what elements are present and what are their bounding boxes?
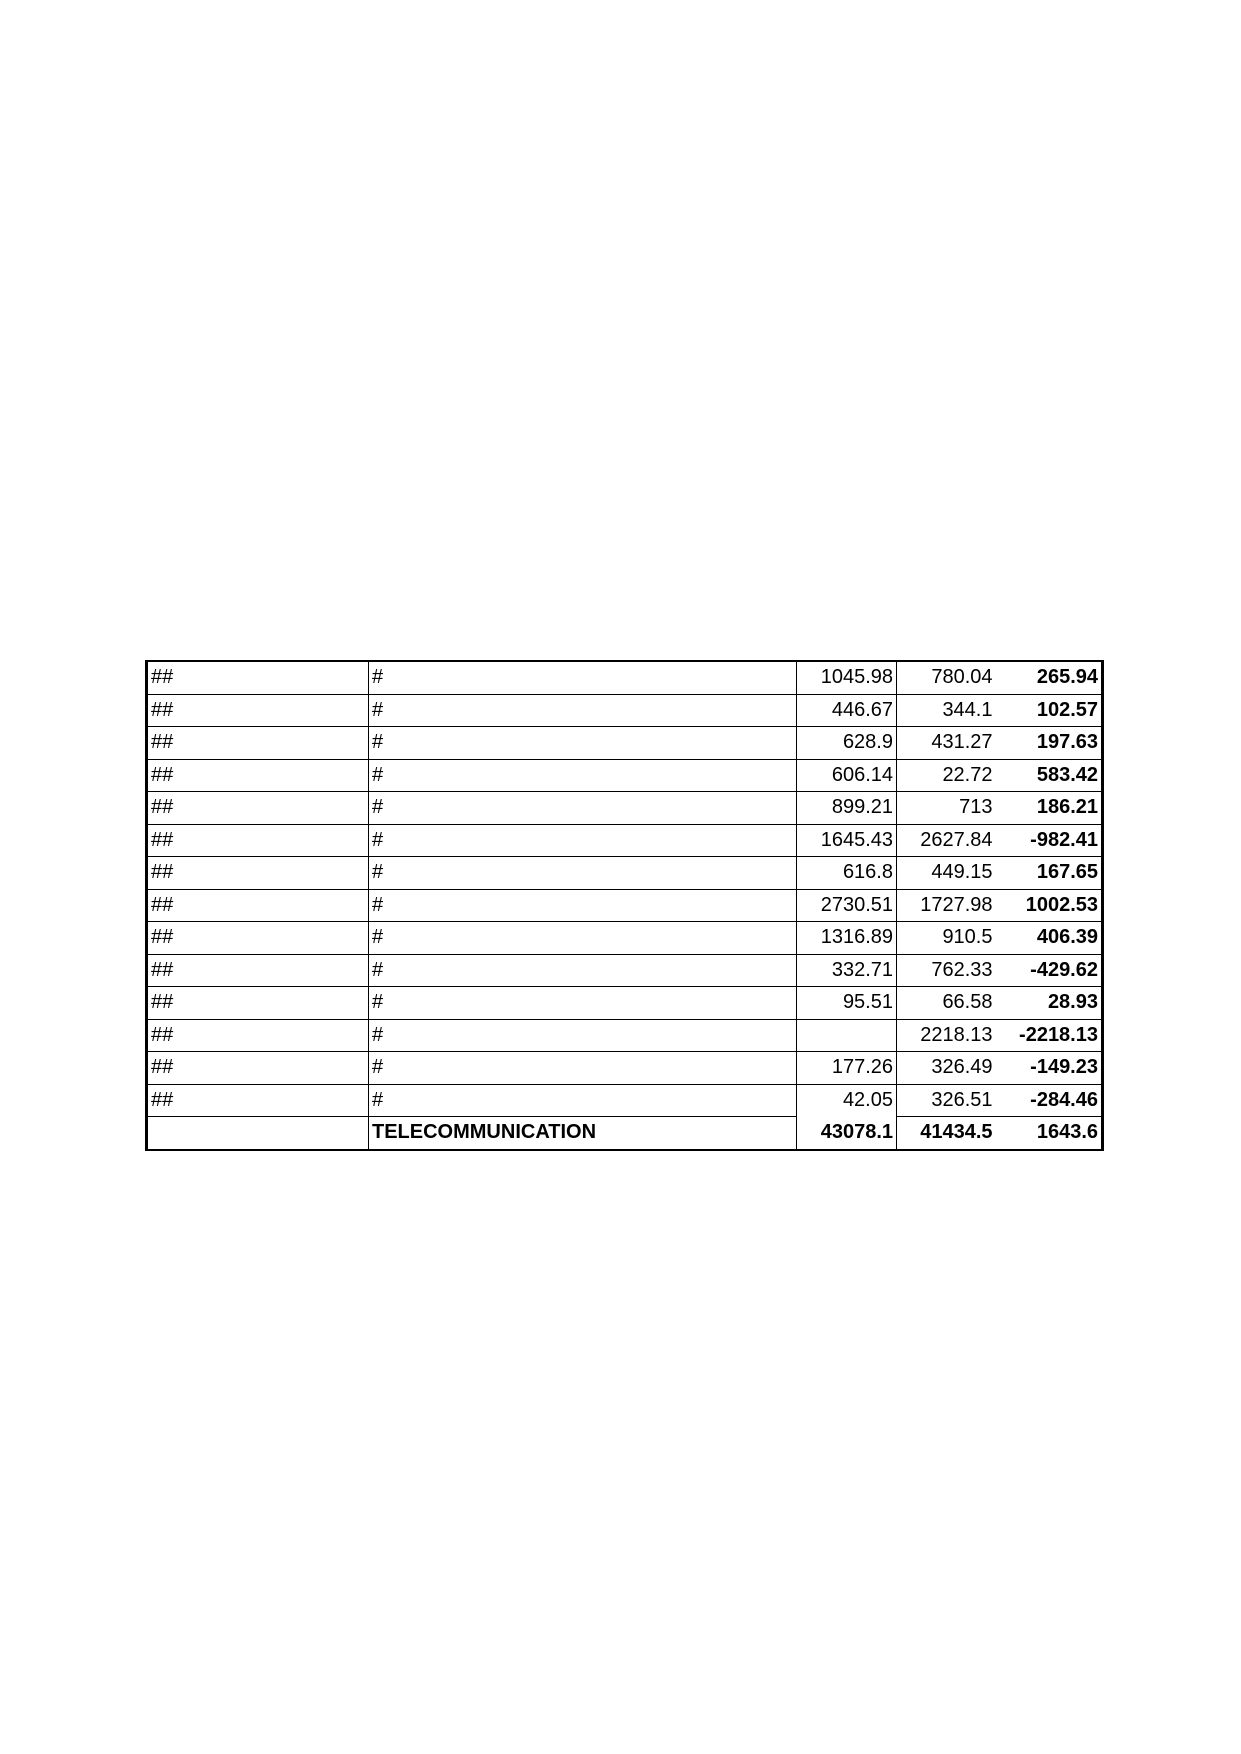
- code-cell: ##: [147, 954, 369, 987]
- code-cell: ##: [147, 694, 369, 727]
- table-row: [147, 922, 1103, 955]
- description-cell: #: [369, 1084, 797, 1117]
- previous-amount-cell: 326.51: [897, 1084, 996, 1117]
- current-amount-cell: 95.51: [797, 987, 897, 1020]
- previous-amount-cell: 344.1: [897, 694, 996, 727]
- variance-cell: 197.63: [996, 727, 1103, 760]
- table-row: [147, 1052, 1103, 1085]
- variance-cell: -429.62: [996, 954, 1103, 987]
- total-label-cell: TELECOMMUNICATION: [369, 1117, 797, 1150]
- previous-amount-cell: 1727.98: [897, 889, 996, 922]
- previous-amount-cell: 326.49: [897, 1052, 996, 1085]
- code-cell: ##: [147, 889, 369, 922]
- code-cell: ##: [147, 1019, 369, 1052]
- current-amount-cell: 616.8: [797, 857, 897, 890]
- variance-cell: 265.94: [996, 661, 1103, 694]
- description-cell: #: [369, 987, 797, 1020]
- current-amount-cell: 42.05: [797, 1084, 897, 1117]
- variance-cell: -982.41: [996, 824, 1103, 857]
- current-amount-cell: 177.26: [797, 1052, 897, 1085]
- previous-amount-cell: 713: [897, 792, 996, 825]
- current-amount-cell: 2730.51: [797, 889, 897, 922]
- current-amount-cell: 446.67: [797, 694, 897, 727]
- previous-amount-cell: 66.58: [897, 987, 996, 1020]
- total-current-cell: 43078.1: [797, 1117, 897, 1150]
- description-cell: #: [369, 889, 797, 922]
- total-previous-cell: 41434.5: [920, 1121, 993, 1144]
- previous-amount-cell: 2627.84: [897, 824, 996, 857]
- variance-cell: -2218.13: [996, 1019, 1103, 1052]
- current-amount-cell: 1316.89: [797, 922, 897, 955]
- previous-amount-cell: 22.72: [897, 759, 996, 792]
- table-row: [147, 824, 1103, 857]
- table-row: [147, 1019, 1103, 1052]
- variance-cell: -149.23: [996, 1052, 1103, 1085]
- data-table: [145, 660, 1104, 1151]
- current-amount-cell: 628.9: [797, 727, 897, 760]
- table-body: [147, 661, 1103, 1150]
- previous-amount-cell: 910.5: [897, 922, 996, 955]
- current-amount-cell: 899.21: [797, 792, 897, 825]
- current-amount-cell: 332.71: [797, 954, 897, 987]
- table-row: [147, 889, 1103, 922]
- description-cell: #: [369, 824, 797, 857]
- total-variance-cell: 1643.6: [1036, 1121, 1098, 1144]
- description-cell: #: [369, 792, 797, 825]
- code-cell: ##: [147, 792, 369, 825]
- previous-amount-cell: 449.15: [897, 857, 996, 890]
- table-row: [147, 987, 1103, 1020]
- current-amount-cell: [797, 1019, 897, 1052]
- variance-cell: 167.65: [996, 857, 1103, 890]
- description-cell: #: [369, 727, 797, 760]
- variance-cell: 28.93: [996, 987, 1103, 1020]
- variance-cell: 583.42: [996, 759, 1103, 792]
- variance-cell: 406.39: [996, 922, 1103, 955]
- code-cell: ##: [147, 727, 369, 760]
- description-cell: #: [369, 922, 797, 955]
- table-row: [147, 954, 1103, 987]
- code-cell: ##: [147, 922, 369, 955]
- table-row: [147, 857, 1103, 890]
- current-amount-cell: 1045.98: [797, 661, 897, 694]
- code-cell: ##: [147, 824, 369, 857]
- code-cell: ##: [147, 661, 369, 694]
- previous-amount-cell: 762.33: [897, 954, 996, 987]
- table-row: [147, 661, 1103, 694]
- description-cell: #: [369, 1052, 797, 1085]
- code-cell: ##: [147, 987, 369, 1020]
- previous-amount-cell: 2218.13: [897, 1019, 996, 1052]
- total-row: [147, 1117, 1103, 1150]
- previous-amount-cell: 780.04: [897, 661, 996, 694]
- current-amount-cell: 1645.43: [797, 824, 897, 857]
- variance-cell: -284.46: [996, 1084, 1103, 1117]
- code-cell: ##: [147, 1052, 369, 1085]
- code-cell: ##: [147, 759, 369, 792]
- variance-cell: 186.21: [996, 792, 1103, 825]
- description-cell: #: [369, 694, 797, 727]
- table-row: [147, 694, 1103, 727]
- previous-amount-cell: 431.27: [897, 727, 996, 760]
- table-row: [147, 759, 1103, 792]
- table-row: [147, 792, 1103, 825]
- code-cell: ##: [147, 857, 369, 890]
- description-cell: #: [369, 1019, 797, 1052]
- description-cell: #: [369, 857, 797, 890]
- table-row: [147, 727, 1103, 760]
- code-cell: ##: [147, 1084, 369, 1117]
- table-row: [147, 1084, 1103, 1117]
- description-cell: #: [369, 759, 797, 792]
- total-code-cell: [147, 1117, 369, 1150]
- description-cell: #: [369, 954, 797, 987]
- variance-cell: 102.57: [996, 694, 1103, 727]
- current-amount-cell: 606.14: [797, 759, 897, 792]
- variance-cell: 1002.53: [996, 889, 1103, 922]
- description-cell: #: [369, 661, 797, 694]
